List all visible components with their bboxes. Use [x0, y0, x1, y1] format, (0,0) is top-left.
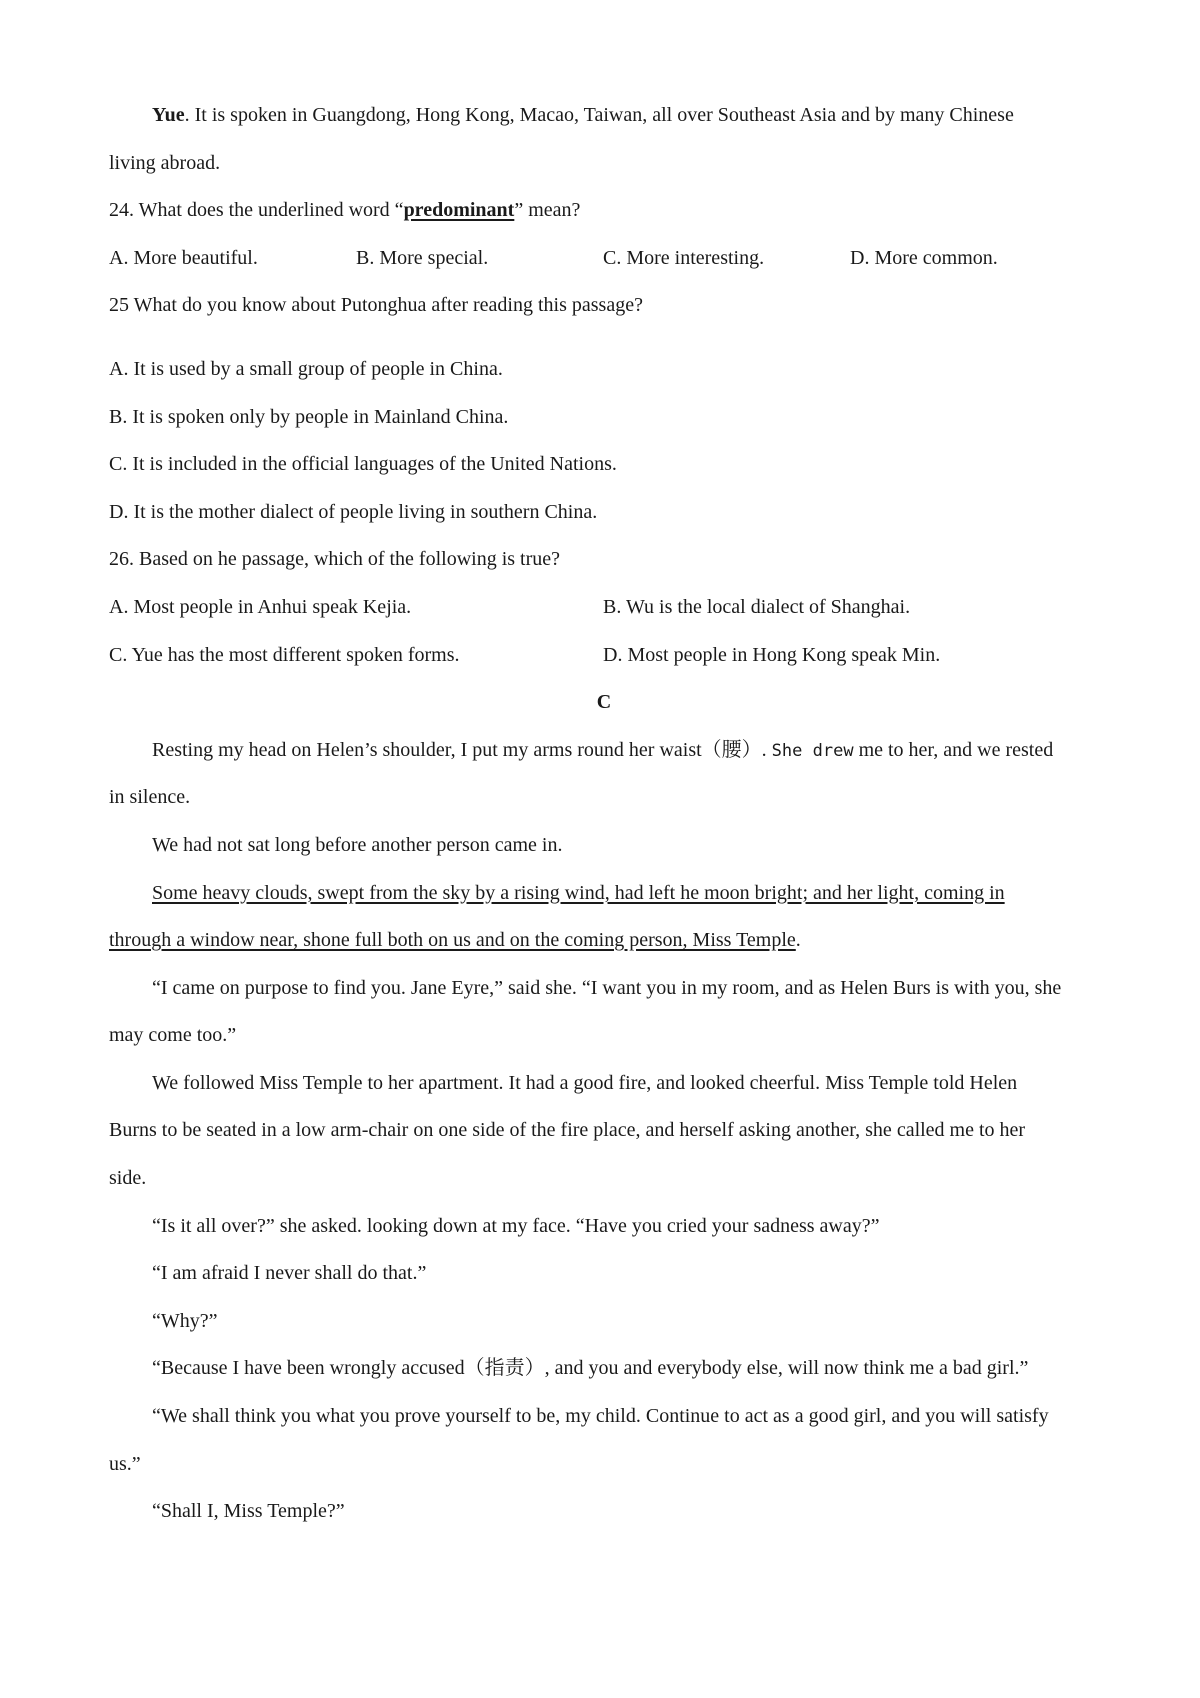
underlined-keyword: predominant [403, 199, 515, 222]
question-26-options-row [109, 632, 1099, 680]
option-d: D. It is the mother dialect of people living in southern China. [109, 500, 598, 523]
option-c: C. It is included in the official languages of the United Nations. [109, 453, 617, 476]
question-25-stem: 25 What do you know about Putonghua after reading this passage? [109, 294, 643, 317]
spacer [109, 330, 1099, 346]
paragraph-line: “Is it all over?” she asked. looking down at my face. “Have you cried your sadness away?” [152, 1214, 880, 1237]
paragraph-line: Resting my head on Helen’s shoulder, I put my arms round her waist（腰）. She drew me to her, and we rested [152, 738, 1054, 761]
paragraph-line: “Shall I, Miss Temple?” [152, 1500, 345, 1523]
option-a: A. Most people in Anhui speak Kejia. [109, 595, 412, 618]
paragraph-line: side. [109, 1167, 147, 1190]
underlined-sentence: through a window near, shone full both on us and on the coming person, Miss Temple. [109, 929, 801, 952]
option-d: D. More common. [850, 246, 998, 269]
paragraph-line: “I came on purpose to find you. Jane Eyre,” said she. “I want you in my room, and as Helen Burs is with you, she [152, 976, 1062, 999]
paragraph-line: “We shall think you what you prove yourself to be, my child. Continue to act as a good girl, and you will satisfy [152, 1405, 1049, 1428]
question-24-options [109, 235, 1099, 283]
paragraph-line: “Why?” [152, 1309, 218, 1332]
paragraph-line: We had not sat long before another person came in. [152, 833, 563, 856]
passage-b-line: living abroad. [109, 151, 221, 174]
question-24-stem: 24. What does the underlined word “predominant” mean? [109, 199, 581, 222]
option-a: A. It is used by a small group of people in China. [109, 357, 503, 380]
option-b: B. It is spoken only by people in Mainland China. [109, 405, 509, 428]
option-c: C. More interesting. [603, 246, 765, 269]
section-heading: C [596, 691, 612, 714]
underlined-sentence: Some heavy clouds, swept from the sky by a rising wind, had left he moon bright; and her light, coming in [152, 881, 1005, 904]
option-a: A. More beautiful. [109, 246, 258, 269]
passage-b-line [109, 92, 1099, 140]
question-26-stem: 26. Based on he passage, which of the following is true? [109, 548, 561, 571]
option-d: D. Most people in Hong Kong speak Min. [603, 643, 941, 666]
question-26-options-row [109, 584, 1099, 632]
paragraph-line: “Because I have been wrongly accused（指责）, and you and everybody else, will now think me a bad girl.” [152, 1357, 1029, 1380]
yue-term: Yue [152, 104, 185, 126]
exam-page [109, 92, 1099, 1536]
paragraph-line: us.” [109, 1452, 141, 1475]
option-c: C. Yue has the most different spoken forms. [109, 643, 460, 666]
passage-text: . It is spoken in Guangdong, Hong Kong, Macao, Taiwan, all over Southeast Asia and by many Chinese [184, 104, 1014, 126]
mono-text: She drew [771, 740, 854, 761]
paragraph-line: We followed Miss Temple to her apartment. It had a good fire, and looked cheerful. Miss Temple told Helen [152, 1071, 1018, 1094]
paragraph-line: in silence. [109, 786, 191, 809]
option-b: B. More special. [356, 246, 489, 269]
option-b: B. Wu is the local dialect of Shanghai. [603, 595, 911, 618]
paragraph-line: may come too.” [109, 1024, 237, 1047]
paragraph-line: Burns to be seated in a low arm-chair on one side of the fire place, and herself asking another, she called me to her [109, 1119, 1026, 1142]
paragraph-line: “I am afraid I never shall do that.” [152, 1262, 427, 1285]
